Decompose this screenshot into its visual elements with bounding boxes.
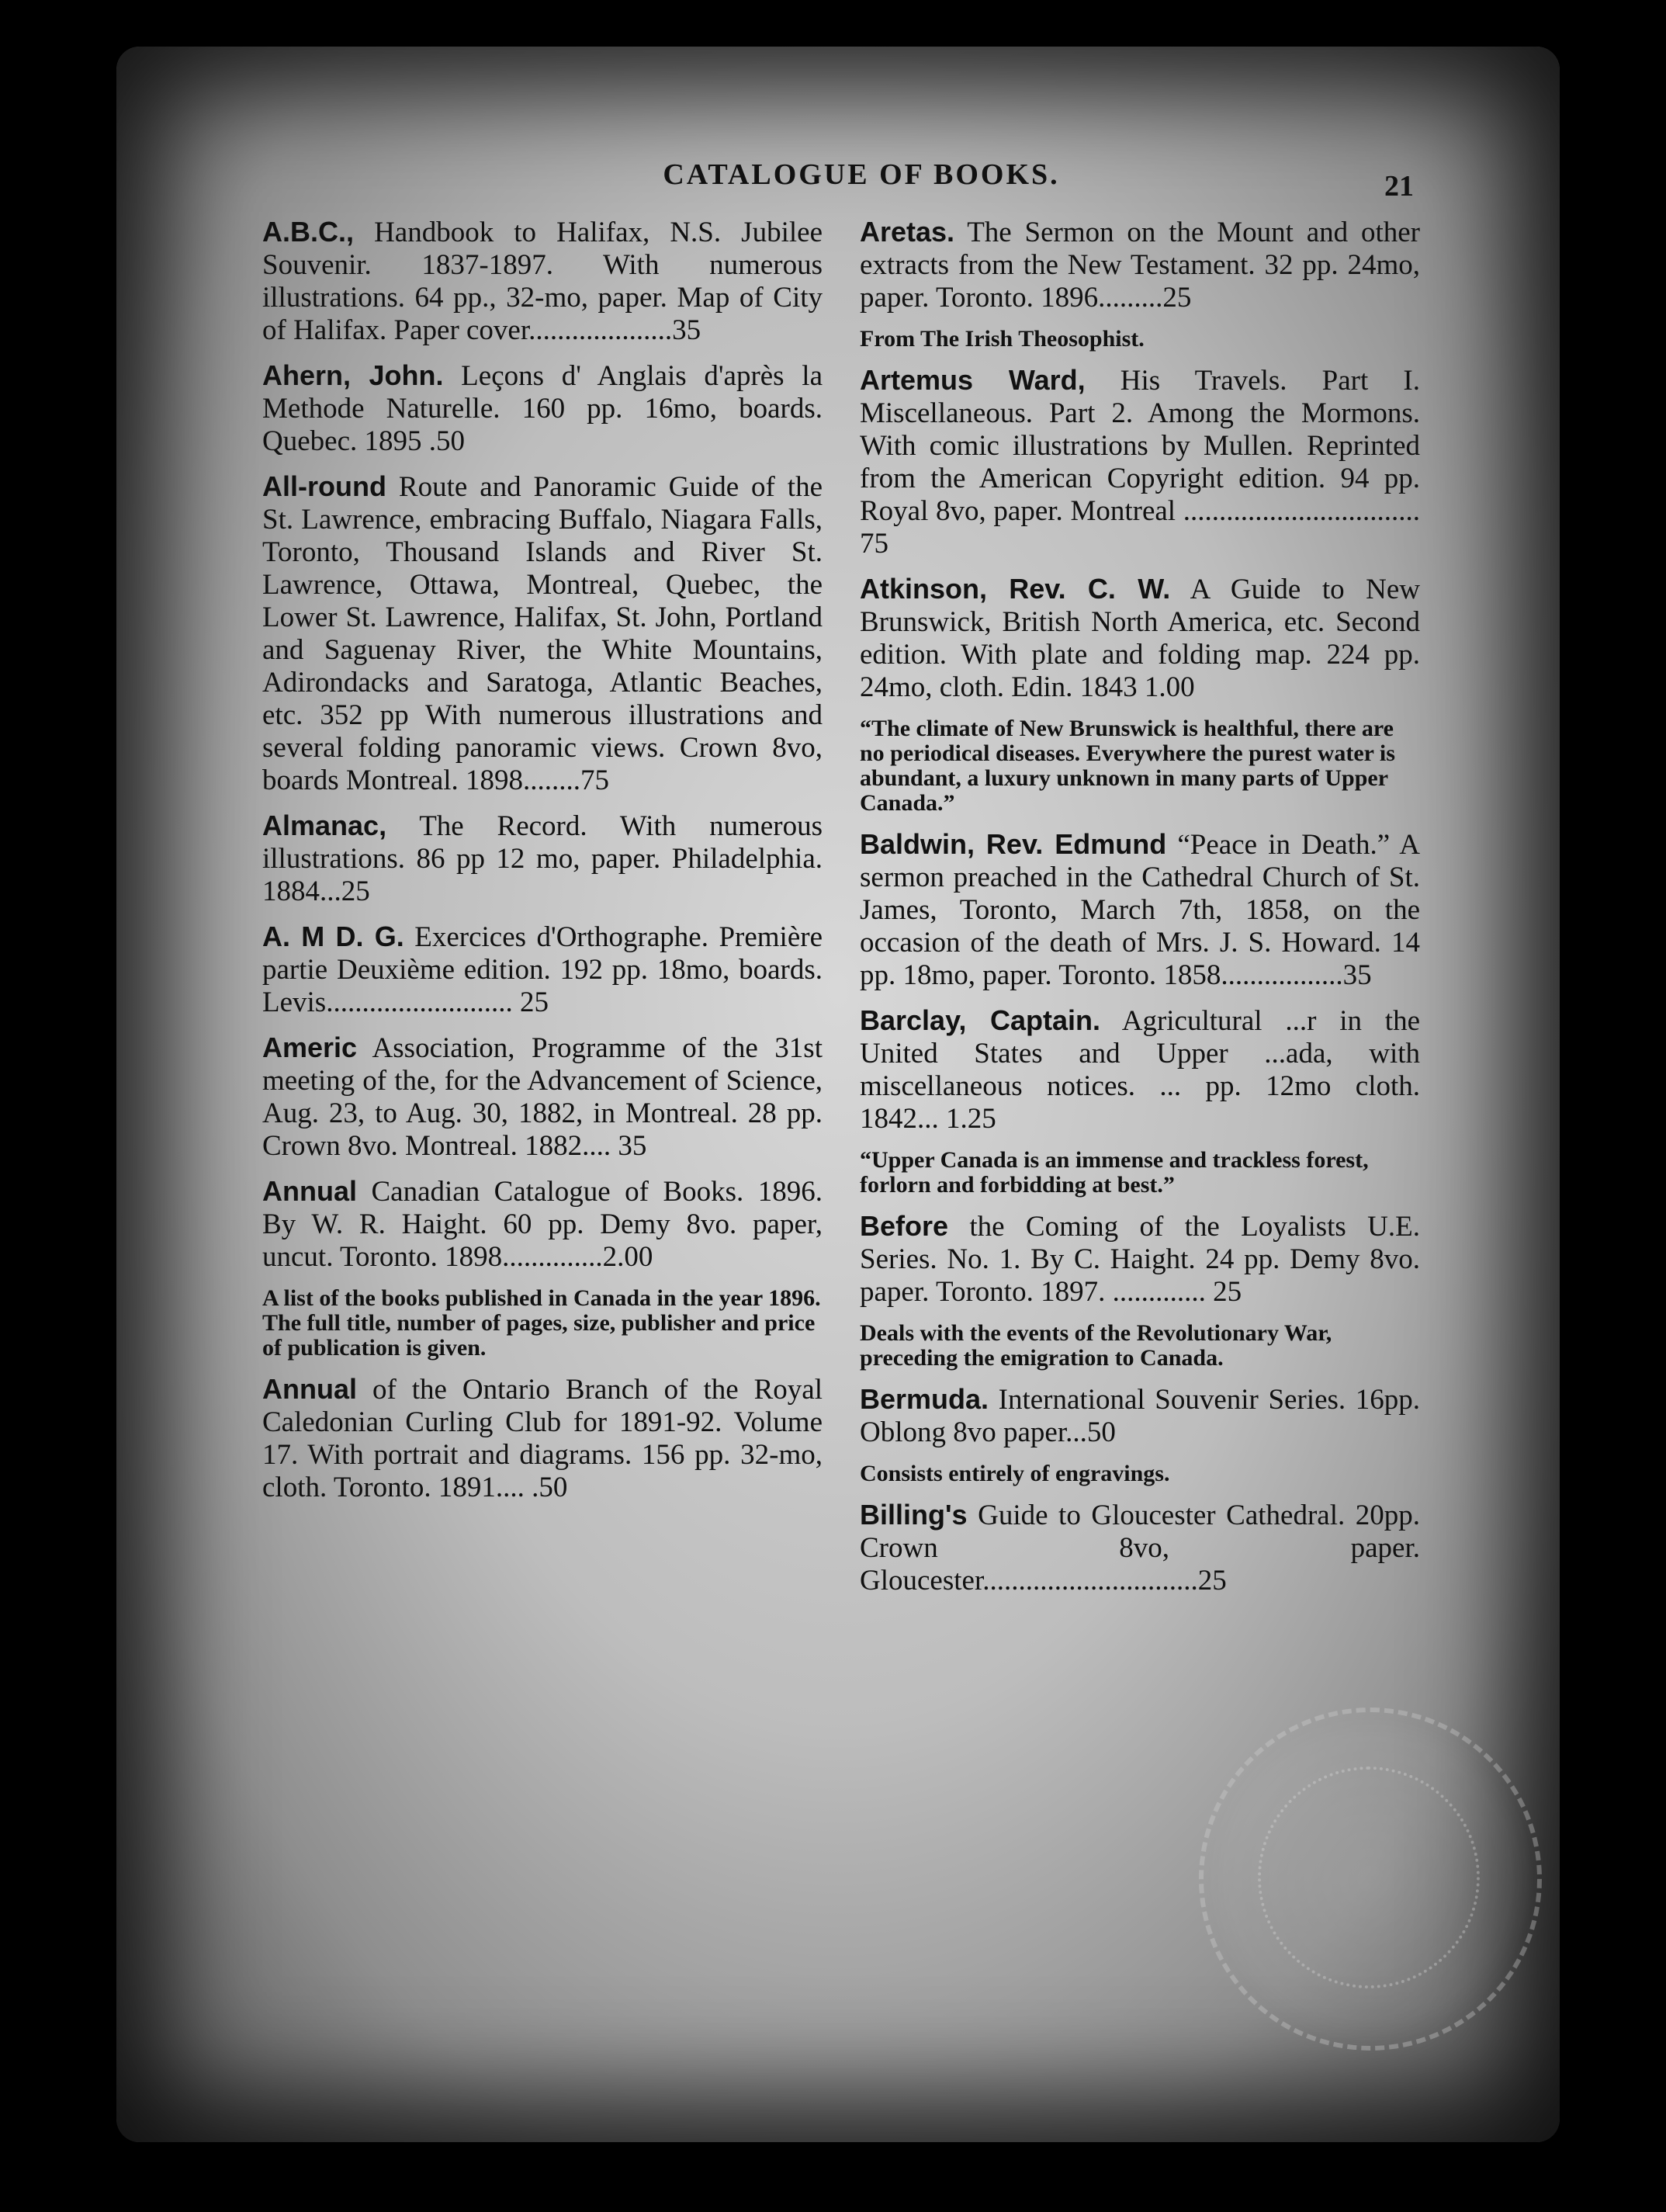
entry-description: A Guide to New Brunswick, British North America, etc. Second edition. With plate and folding map. 224 pp. 24mo, cloth. Edin. 1843 1.00 (860, 574, 1421, 703)
catalogue-entry (860, 828, 1420, 992)
entry-note: A list of the books published in Canada in the year 1896. The full title, number of pages, size, publisher and price of publication is given. (262, 1285, 821, 1361)
catalogue-entry (262, 1175, 823, 1274)
catalogue-entry (262, 359, 823, 458)
entry-description: Leçons d' Anglais d'après la Methode Naturelle. 160 pp. 16mo, boards. Quebec. 1895 .50 (262, 360, 823, 457)
entry-heading: A.B.C., (262, 216, 355, 248)
right-column (860, 216, 1420, 1610)
catalogue-entry (860, 364, 1420, 560)
entry-description: The Record. With numerous illustrations. 86 pp 12 mo, paper. Philadelphia. 1884...25 (262, 810, 823, 907)
catalogue-entry (262, 921, 823, 1019)
entry-heading: Americ (262, 1031, 358, 1063)
entry-heading: A. M D. G. (262, 921, 404, 952)
entry-description: International Souvenir Series. 16pp. Oblong 8vo paper...50 (860, 1384, 1420, 1448)
entry-heading: Baldwin, Rev. Edmund (860, 828, 1167, 860)
catalogue-entry (860, 1004, 1420, 1135)
entry-note: From The Irish Theosophist. (860, 326, 1145, 352)
catalogue-entry (262, 810, 823, 908)
page-number: 21 (1384, 170, 1414, 203)
entry-description: Association, Programme of the 31st meeting of the, for the Advancement of Science, Aug. 23, to Aug. 30, 1882, in Montreal. 28 pp. Crown 8vo. Montreal. 1882.... 35 (262, 1032, 823, 1162)
entry-note: “The climate of New Brunswick is healthful, there are no periodical diseases. Everywhere the purest water is abundant, a luxury unknown in many parts of Upper Canada.” (860, 716, 1395, 816)
catalogue-entry (860, 216, 1420, 314)
entry-description: Canadian Catalogue of Books. 1896. By W. R. Haight. 60 pp. Demy 8vo. paper, uncut. Toronto. 1898..............2.00 (262, 1176, 823, 1273)
entry-heading: Bermuda. (860, 1383, 989, 1415)
entry-note: Consists entirely of engravings. (860, 1461, 1170, 1486)
entry-heading: Billing's (860, 1499, 968, 1531)
entry-heading: Annual (262, 1373, 357, 1405)
library-stamp-inner-ring (1258, 1766, 1480, 1988)
entry-description: The Sermon on the Mount and other extracts from the New Testament. 32 pp. 24mo, paper. Toronto. 1896.........25 (860, 217, 1420, 314)
entry-heading: Aretas. (860, 216, 955, 248)
entry-description: Handbook to Halifax, N.S. Jubilee Souvenir. 1837-1897. With numerous illustrations. 64 pp., 32-mo, paper. Map of City of Halifax. Paper cover....................35 (262, 217, 823, 346)
entry-note: Deals with the events of the Revolutionary War, preceding the emigration to Canada. (860, 1320, 1332, 1371)
entry-description: “Peace in Death.” A sermon preached in the Cathedral Church of St. James, Toronto, March 7th, 1858, on the occasion of the death of Mrs. J. S. Howard. 14 pp. 18mo, paper. Toronto. 1858.................35 (860, 829, 1420, 991)
entry-heading: Almanac, (262, 810, 387, 841)
entry-description: Guide to Gloucester Cathedral. 20pp. Crown 8vo, paper. Gloucester..............................25 (860, 1500, 1420, 1597)
entry-heading: Atkinson, Rev. C. W. (860, 573, 1171, 605)
entry-description: His Travels. Part I. Miscellaneous. Part 2. Among the Mormons. With comic illustrations by Mullen. Reprinted from the American Copyright edition. 94 pp. Royal 8vo, paper. Montreal ................................. 75 (860, 365, 1420, 560)
entry-heading: Artemus Ward, (860, 364, 1086, 396)
catalogue-entry (860, 1210, 1420, 1309)
library-stamp (1199, 1708, 1542, 2051)
catalogue-entry (262, 1373, 823, 1504)
catalogue-entry (860, 1383, 1420, 1449)
entry-heading: Before (860, 1210, 949, 1242)
entry-heading: Ahern, John. (262, 359, 444, 391)
catalogue-entry (860, 1499, 1420, 1597)
catalogue-entry (262, 1031, 823, 1163)
catalogue-entry (262, 470, 823, 797)
entry-description: of the Ontario Branch of the Royal Caledonian Curling Club for 1891-92. Volume 17. With portrait and diagrams. 156 pp. 32-mo, cloth. Toronto. 1891.... .50 (262, 1374, 823, 1503)
entry-description: the Coming of the Loyalists U.E. Series. No. 1. By C. Haight. 24 pp. Demy 8vo. paper. Toronto. 1897. ............. 25 (860, 1211, 1420, 1308)
entry-description: Agricultural ...r in the United States and Upper ...ada, with miscellaneous notices. ... pp. 12mo cloth. 1842... 1.25 (860, 1005, 1420, 1135)
entry-heading: Annual (262, 1175, 357, 1207)
running-head: CATALOGUE OF BOOKS. (663, 158, 1060, 191)
catalogue-entry (262, 216, 823, 347)
entry-description: Exercices d'Orthographe. Première partie Deuxième edition. 192 pp. 18mo, boards. Levis.......................... 25 (262, 921, 823, 1018)
entry-heading: Barclay, Captain. (860, 1004, 1100, 1036)
entry-heading: All-round (262, 470, 386, 502)
catalogue-entry (860, 573, 1420, 704)
left-column (262, 216, 823, 1517)
entry-description: Route and Panoramic Guide of the St. Lawrence, embracing Buffalo, Niagara Falls, Toronto, Thousand Islands and River St. Lawrence, Ottawa, Montreal, Quebec, the Lower St. Lawrence, Halifax, St. John, Portland and Saguenay River, the White Mountains, Adirondacks and Saratoga, Atlantic Beaches, etc. 352 pp With numerous illustrations and several folding panoramic views. Crown 8vo, boards Montreal. 1898........75 (262, 471, 823, 796)
entry-note: “Upper Canada is an immense and trackless forest, forlorn and forbidding at best.” (860, 1147, 1369, 1198)
